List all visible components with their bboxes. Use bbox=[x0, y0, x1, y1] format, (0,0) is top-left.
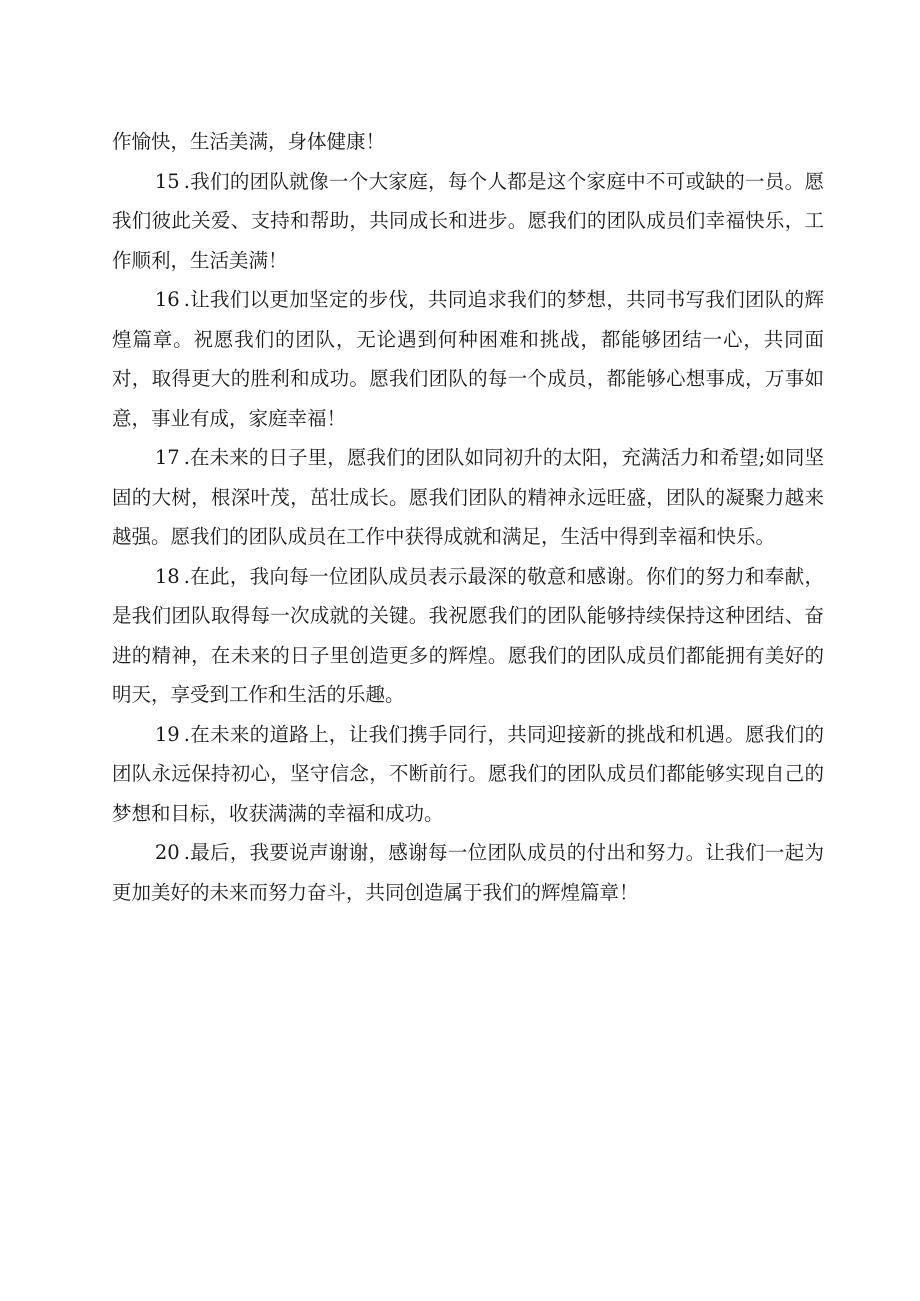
paragraph-17 bbox=[112, 438, 824, 557]
paragraph-19 bbox=[112, 715, 824, 834]
paragraph-continuation bbox=[112, 122, 824, 162]
paragraph-number: 15 bbox=[154, 169, 180, 193]
paragraph-18 bbox=[112, 557, 824, 715]
paragraph-20 bbox=[112, 833, 824, 912]
paragraph-number: 17 bbox=[154, 446, 180, 469]
paragraph-text: .在未来的日子里，愿我们的团队如同初升的太阳，充满活力和希望;如同坚固的大树，根深叶茂，茁壮成长。愿我们团队的精神永远旺盛，团队的凝聚力越来越强。愿我们的团队成员在工作中获得成就和满足，生活中得到幸福和快乐。 bbox=[112, 446, 824, 548]
paragraph-text: .我们的团队就像一个大家庭，每个人都是这个家庭中不可或缺的一员。愿我们彼此关爱、支持和帮助，共同成长和进步。愿我们的团队成员们幸福快乐，工作顺利，生活美满！ bbox=[112, 169, 824, 272]
paragraph-16 bbox=[112, 280, 824, 438]
paragraph-number: 18 bbox=[154, 564, 180, 588]
paragraph-text: .最后，我要说声谢谢，感谢每一位团队成员的付出和努力。让我们一起为更加美好的未来而努力奋斗，共同创造属于我们的辉煌篇章！ bbox=[112, 841, 824, 904]
paragraph-number: 20 bbox=[154, 841, 180, 864]
paragraph-text: .让我们以更加坚定的步伐，共同追求我们的梦想，共同书写我们团队的辉煌篇章。祝愿我们的团队，无论遇到何种困难和挑战，都能够团结一心，共同面对，取得更大的胜利和成功。愿我们团队的每一个成员，都能够心想事成，万事如意，事业有成，家庭幸福！ bbox=[112, 288, 824, 430]
paragraph-text: .在未来的道路上，让我们携手同行，共同迎接新的挑战和机遇。愿我们的团队永远保持初心，坚守信念，不断前行。愿我们的团队成员们都能够实现自己的梦想和目标，收获满满的幸福和成功。 bbox=[112, 722, 824, 825]
paragraph-15 bbox=[112, 162, 824, 281]
paragraph-number: 19 bbox=[154, 722, 180, 746]
paragraph-number: 16 bbox=[154, 288, 180, 311]
paragraph-text: 作愉快，生活美满，身体健康！ bbox=[112, 130, 386, 153]
paragraph-text: .在此，我向每一位团队成员表示最深的敬意和感谢。你们的努力和奉献，是我们团队取得每一次成就的关键。我祝愿我们的团队能够持续保持这种团结、奋进的精神，在未来的日子里创造更多的辉煌。愿我们的团队成员们都能拥有美好的明天，享受到工作和生活的乐趣。 bbox=[112, 564, 824, 706]
document-body bbox=[112, 122, 824, 912]
